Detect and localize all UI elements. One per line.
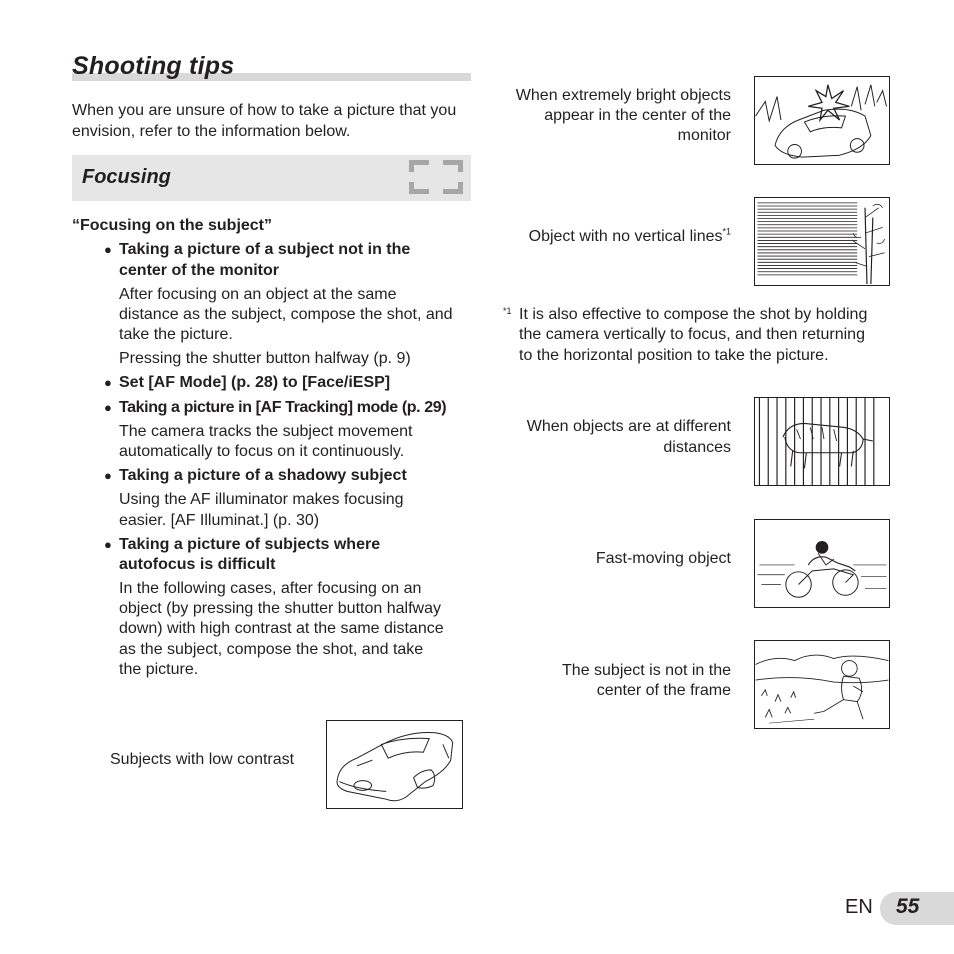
subheading: “Focusing on the subject”: [72, 217, 273, 234]
section-title: Focusing: [82, 166, 171, 188]
page-title: Shooting tips: [72, 52, 235, 80]
page-number: 55: [896, 895, 920, 918]
bullet-3-heading: Taking a picture in [AF Tracking] mode (p. 29): [119, 399, 447, 416]
fast-moving-label: Fast-moving object: [595, 550, 731, 567]
bullet-3-dot: ●: [104, 400, 112, 415]
footnote-mark: *1: [503, 306, 512, 316]
low-contrast-label: Subjects with low contrast: [110, 751, 295, 768]
tiger-behind-bars-illustration: [754, 397, 890, 486]
not-center-label-2: center of the frame: [596, 682, 731, 699]
bullet-2-heading: Set [AF Mode] (p. 28) to [Face/iESP]: [119, 374, 391, 391]
bullet-5-heading-1: Taking a picture of subjects where: [119, 536, 381, 553]
bullet-2-dot: ●: [104, 375, 112, 390]
bullet-1-body-3: take the picture.: [119, 326, 233, 343]
car-illustration: [326, 720, 463, 809]
bullet-5-dot: ●: [104, 537, 112, 552]
intro-text: When you are unsure of how to take a picture that you envision, refer to the information below.: [72, 102, 457, 140]
bullet-5-body-5: the picture.: [119, 661, 199, 678]
bullet-4-heading: Taking a picture of a shadowy subject: [119, 467, 407, 484]
bullet-5-body-2: object (by pressing the shutter button halfway: [119, 600, 441, 617]
bullet-3-body-2: automatically to focus on it continuously.: [119, 443, 405, 460]
footnote-line-1: It is also effective to compose the shot by holding: [519, 306, 868, 323]
bullet-5-heading-2: autofocus is difficult: [119, 556, 276, 573]
footnote-line-2: the camera vertically to focus, and then returning: [519, 326, 865, 343]
bullet-1-body-4: Pressing the shutter button halfway (p. 9): [119, 350, 411, 367]
bright-label-2: appear in the center of the: [544, 107, 731, 124]
bamboo-illustration: [754, 197, 890, 286]
footnote-line-3: to the horizontal position to take the picture.: [519, 347, 829, 364]
bullet-5-body-4: as the subject, compose the shot, and take: [119, 641, 424, 658]
af-frame-icon: [409, 160, 463, 194]
person-sitting-illustration: [754, 640, 890, 729]
not-center-label-1: The subject is not in the: [562, 662, 731, 679]
language-label: EN: [845, 896, 873, 918]
bullet-4-dot: ●: [104, 468, 112, 483]
bullet-1-body-2: distance as the subject, compose the shot, and: [119, 306, 453, 323]
bright-car-illustration: [754, 76, 890, 165]
bright-label-1: When extremely bright objects: [515, 87, 731, 104]
no-vertical-label: Object with no vertical lines$^{*1}$: [528, 226, 731, 245]
bright-label-3: monitor: [677, 127, 731, 144]
bullet-1-dot: ●: [104, 242, 112, 257]
bullet-1-heading-2: center of the monitor: [119, 262, 280, 279]
bullet-1-body-1: After focusing on an object at the same: [119, 286, 397, 303]
distances-label-2: distances: [663, 439, 731, 456]
motorcycle-illustration: [754, 519, 890, 608]
bullet-1-heading-1: Taking a picture of a subject not in the: [119, 241, 411, 258]
bullet-5-body-1: In the following cases, after focusing on an: [119, 580, 422, 597]
bullet-4-body-2: easier. [AF Illuminat.] (p. 30): [119, 512, 320, 529]
bullet-5-body-3: down) with high contrast at the same distance: [119, 620, 444, 637]
bullet-3-body-1: The camera tracks the subject movement: [119, 423, 413, 440]
distances-label-1: When objects are at different: [526, 418, 731, 435]
bullet-4-body-1: Using the AF illuminator makes focusing: [119, 491, 404, 508]
